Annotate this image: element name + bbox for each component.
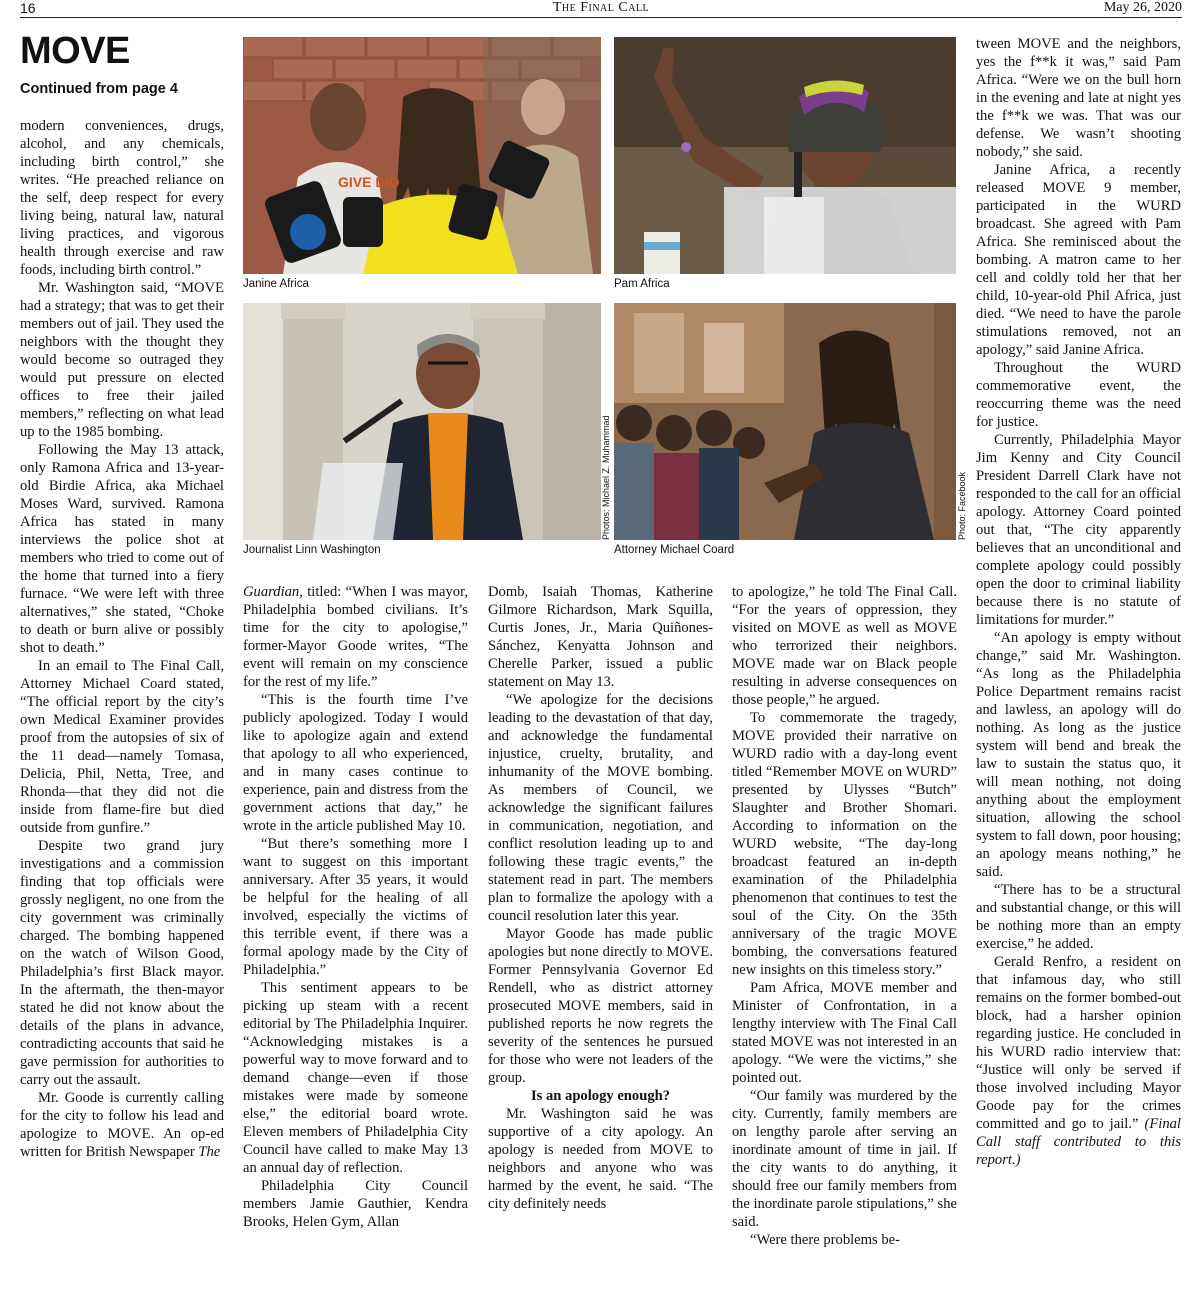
paragraph: Following the May 13 attack, only Ramona Africa and 13-year-old Birdie Africa, aka Michael Moses Ward, survived. Ramona Africa has stated in many interviews the police shot at members who tried to come out of the home that turned into a fiery furnace. “We were left with three alternatives,” she stated, “Choke to death or burn alive or possibly shot to death.” [20, 442, 224, 656]
photo-linn-washington [243, 303, 601, 540]
paragraph [976, 953, 1181, 1169]
paragraph: Mr. Washington said, “MOVE had a strategy; that was to get their members out of jail. They used the neighbors with the thought they would become so outraged they would put pressure on elected offices to free their jailed members,” reflecting on what lead up to the 1985 bombing. [20, 280, 224, 440]
article-column-1 [20, 117, 224, 1289]
paragraph: “Our family was murdered by the city. Currently, family members are on lengthy parole after serving an inordinate amount of time in jail. If the city wants to do anything, it should free our family members from the inordinate parole stipulations,” she said. [732, 1088, 957, 1230]
italic-word: Guardian, [243, 584, 303, 600]
paragraph: Despite two grand jury investigations and a commission finding that top officials were grossly negligent, no one from the city government was criminally charged. The bombing happened on the watch of Wilson Good, Philadelphia’s first Black mayor. In the aftermath, the then-mayor stated he did not know about the details of the plans in advance, contradicting accounts that said he gave permission for authorities to carry out the assault. [20, 838, 224, 1088]
article-column-4 [732, 583, 957, 1289]
article-column-5 [976, 35, 1181, 1289]
subheading: Is an apology enough? [530, 1088, 671, 1104]
paragraph: “An apology is empty without change,” said Mr. Washington. “As long as the Philadelphia Police Department remains racist and lawless, an apology will do nothing. As long as the justice system will bend and break the law to sustain the status quo, it will mean nothing, not doing anything about the employment situation, allowing the school system to fall down, poor housing; an apology means nothing,” he said. [976, 630, 1181, 880]
paragraph: Mr. Washington said he was supportive of a city apology. An apology is needed from MOVE to neighbors and anyone who was harmed by the event, he said. “The city definitely needs [488, 1106, 713, 1212]
paragraph: Currently, Philadelphia Mayor Jim Kenny and City Council President Darrell Clark have not responded to the call for an official apology. Attorney Coard pointed out that, “The city apparently believes that an unconditional and complete apology could possibly open the door to criminal liability because there is no statute of limitations for murder.” [976, 432, 1181, 628]
paragraph: Philadelphia City Council members Jamie Gauthier, Kendra Brooks, Helen Gym, Allan [243, 1178, 468, 1230]
page-number: 16 [20, 0, 36, 16]
paragraph-text: Mr. Goode is currently calling for the city to follow his lead and apologize to MOVE. An op-ed written for British Newspaper [20, 1090, 224, 1160]
page-header [20, 0, 1182, 18]
article-column-2 [243, 583, 468, 1289]
paragraph: “This is the fourth time I’ve publicly apologized. Today I would like to apologize again and extend that apology to all who experienced, and in many cases continue to experience, pain and distress from the government actions that day,” he wrote in the article published May 10. [243, 692, 468, 834]
issue-date: May 26, 2020 [1103, 0, 1182, 15]
paragraph [20, 1089, 224, 1161]
paragraph: In an email to The Final Call, Attorney Michael Coard stated, “The official report by the city’s own Medical Examiner provides proof from the autopsies of six of the 11 dead—namely Tomasa, Delicia, Phil, Netta, Tree, and Rhonda—that they did not die inside from flame-fire but died outside from gunfire.” [20, 658, 224, 836]
paragraph-text: titled: “When I was mayor, Philadelphia bombed civilians. It’s time for the city to apologise,” former-Mayor Goode writes, “The event will remain on my conscience for the rest of my life.” [243, 584, 468, 690]
staff-note: (Final Call staff contributed to this report.) [976, 1116, 1181, 1168]
paragraph: “We apologize for the decisions leading to the devastation of that day, and acknowledge the fundamental injustice, cruelty, brutality, and inhumanity of the MOVE bombing. As members of Council, we acknowledge the significant failures in communication, negotiation, and conflict resolution leading up to and following these tragic events,” the statement read in part. The members plan to formalize the apology with a council resolution later this year. [488, 692, 713, 924]
article-column-3 [488, 583, 713, 1289]
photo-janine-africa [243, 37, 601, 274]
paragraph: Throughout the WURD commemorative event, the reoccurring theme was the need for justice. [976, 360, 1181, 430]
caption-janine-africa: Janine Africa [243, 278, 309, 290]
paragraph: to apologize,” he told The Final Call. “For the years of oppression, they visited on MOVE as well as MOVE who terrorized their neighbors. MOVE made war on Black people resulting in adverse consequences on those people,” he argued. [732, 584, 957, 708]
caption-linn-washington: Journalist Linn Washington [243, 544, 381, 556]
paragraph: This sentiment appears to be picking up steam with a recent editorial by The Philadelphia Inquirer. “Acknowledging mistakes is a powerful way to move forward and to demand change—even if those mistakes were made by someone else,” the editorial board wrote. Eleven members of Philadelphia City Council have called to make May 13 an annual day of reflection. [243, 980, 468, 1176]
continued-note: Continued from page 4 [20, 81, 178, 97]
paragraph: “Were there problems be- [750, 1232, 900, 1248]
photo-credit: Photos: Michael Z. Muhammad [601, 415, 611, 540]
paragraph: To commemorate the tragedy, MOVE provided their narrative on WURD radio with a day-long event titled “Remember MOVE on WURD” presented by Ulysses “Butch” Slaughter and Brother Shomari. According to information on the WURD website, “The day-long broadcast featured an in-depth examination of the Philadelphia phenomenon that continues to test the soul of the City. On the 35th anniversary of the tragic MOVE bombing, the conversations featured new insights on this timeless story.” [732, 710, 957, 978]
publication-name: The Final Call [552, 0, 650, 15]
paragraph: Janine Africa, a recently released MOVE 9 member, participated in the WURD broadcast. She agreed with Pam Africa. She reminisced about the bombing. A matron came to her cell and coldly told her that her child, 10-year-old Phil Africa, just died. “We need to have the parole stimulations removed, not an apology,” said Janine Africa. [976, 162, 1181, 358]
paragraph: Mayor Goode has made public apologies but none directly to MOVE. Former Pennsylvania Governor Ed Rendell, who as district attorney prosecuted MOVE members, said in published reports he now regrets the severity of the sentences he pursued for those who were not leaders of the group. [488, 926, 713, 1086]
paragraph: modern conveniences, drugs, alcohol, and any chemicals, including birth control,” she writes. “He preached reliance on the self, deep respect for every living being, natural law, natural living practices, and vigorous health through exercise and raw foods, including birth control.” [20, 118, 224, 278]
paragraph: “There has to be a structural and substantial change, or this will be nothing more than an empty exercise,” he added. [976, 882, 1181, 952]
photo-pam-africa [614, 37, 956, 274]
paragraph [243, 583, 468, 691]
paragraph-text: Gerald Renfro, a resident on that infamous day, who still remains on the former bombed-out block, had a harsher opinion regarding justice. He concluded in his WURD radio interview that: “Justice will only be served if those involved including Mayor Goode pay for the crimes committed and go to jail.” [976, 954, 1181, 1132]
paragraph: “But there’s something more I want to suggest on this important anniversary. After 35 years, it would be helpful for the healing of all involved, especially the victims of this terrible event, if there was a formal apology made by the City of Philadelphia.” [243, 836, 468, 978]
sign-text: GIVE DID [338, 174, 400, 190]
caption-pam-africa: Pam Africa [614, 278, 670, 290]
article-headline: MOVE [20, 30, 130, 72]
italic-word: The [198, 1144, 221, 1160]
paragraph: tween MOVE and the neighbors, yes the f**k it was,” said Pam Africa. “Were we on the bull horn in the evening and late at night yes the f**k we was. That was our defense. We wasn’t shooting nobody,” she said. [976, 36, 1181, 160]
caption-michael-coard: Attorney Michael Coard [614, 544, 735, 556]
photo-michael-coard [614, 303, 956, 540]
paragraph: Domb, Isaiah Thomas, Katherine Gilmore Richardson, Mark Squilla, Curtis Jones, Jr., Maria Quiñones-Sánchez, Kenyatta Johnson and Cherelle Parker, issued a public statement on May 13. [488, 584, 713, 690]
photo-credit: Photo: Facebook [957, 471, 967, 540]
paragraph: Pam Africa, MOVE member and Minister of Confrontation, in a lengthy interview with The Final Call stated MOVE was not interested in an apology. “We were the victims,” she pointed out. [732, 980, 957, 1086]
